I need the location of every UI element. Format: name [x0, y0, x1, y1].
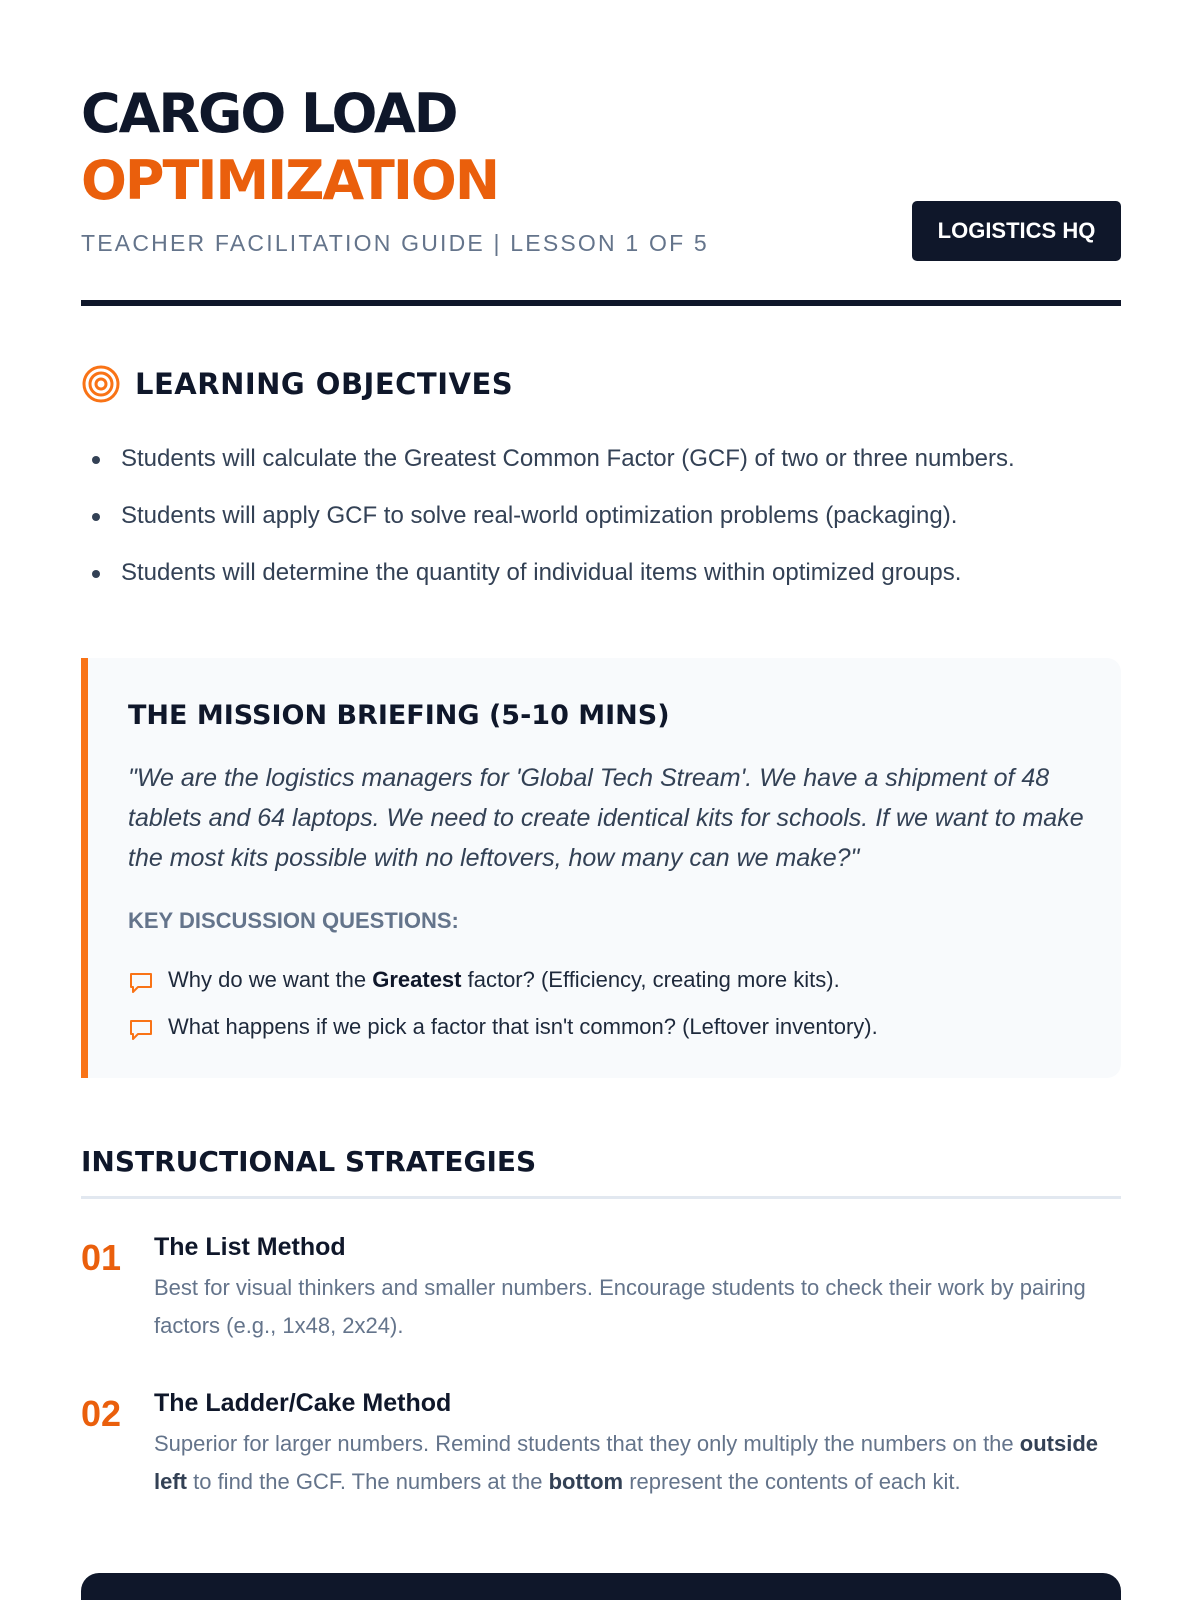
strategies-divider: [81, 1196, 1121, 1199]
title-line-2: OPTIMIZATION: [81, 149, 499, 212]
speech-bubble-icon: [128, 1017, 154, 1043]
question-text: What happens if we pick a factor that isn't common? (Leftover inventory).: [168, 1013, 878, 1039]
strategy-name: The Ladder/Cake Method: [154, 1389, 452, 1417]
strategy-item: [81, 1385, 1121, 1501]
question-text: Why do we want the Greatest factor? (Efficiency, creating more kits).: [168, 966, 840, 992]
strategies-title: INSTRUCTIONAL STRATEGIES: [81, 1145, 537, 1178]
strategy-emphasis: outside left: [154, 1431, 1099, 1494]
guide-page: [81, 0, 1121, 1494]
strategy-emphasis: bottom: [548, 1469, 624, 1494]
header-divider: [81, 300, 1121, 306]
mission-briefing-card: [81, 658, 1121, 1078]
briefing-quote: "We are the logistics managers for 'Global Tech Stream'. We have a shipment of 48 tablets and 64 laptops. We need to create identical kits for schools. If we want to make the most kits possible with no leftovers, how many can we make?": [128, 764, 1084, 872]
learning-objectives-section: [81, 360, 1121, 601]
question-emphasis: Greatest: [372, 966, 462, 992]
target-icon: [81, 364, 121, 404]
logistics-hq-badge: LOGISTICS HQ: [912, 201, 1121, 261]
objective-item: Students will calculate the Greatest Common Factor (GCF) of two or three numbers.: [81, 430, 1121, 487]
objectives-list: [81, 430, 1121, 601]
strategy-item: [81, 1229, 1121, 1345]
strategy-description: Best for visual thinkers and smaller numbers. Encourage students to check their work by pairing factors (e.g., 1x48, 2x24).: [154, 1275, 1086, 1338]
discussion-question: [128, 1003, 878, 1050]
strategy-number: 01: [81, 1237, 122, 1278]
discussion-question: [128, 956, 878, 1003]
objectives-heading: [81, 360, 1121, 408]
discussion-questions-list: [128, 956, 878, 1050]
speech-bubble-icon: [128, 970, 154, 996]
page-header: [81, 0, 1121, 310]
strategy-number: 02: [81, 1393, 122, 1434]
objective-item: Students will determine the quantity of individual items within optimized groups.: [81, 544, 1121, 601]
title-line-1: CARGO LOAD: [81, 82, 457, 145]
briefing-title: THE MISSION BRIEFING (5-10 MINS): [128, 700, 670, 731]
objective-item: Students will apply GCF to solve real-world optimization problems (packaging).: [81, 487, 1121, 544]
page-subtitle: TEACHER FACILITATION GUIDE | LESSON 1 OF 5: [81, 230, 709, 256]
instructional-strategies-section: [81, 1145, 1121, 1501]
strategy-description: Superior for larger numbers. Remind students that they only multiply the numbers on the outside left to find the GCF. The numbers at the bottom represent the contents of each kit.: [154, 1431, 1099, 1494]
objectives-title: LEARNING OBJECTIVES: [135, 367, 514, 401]
discussion-questions-label: KEY DISCUSSION QUESTIONS:: [128, 908, 459, 933]
strategy-name: The List Method: [154, 1233, 346, 1261]
bottom-panel: [81, 1573, 1121, 1600]
